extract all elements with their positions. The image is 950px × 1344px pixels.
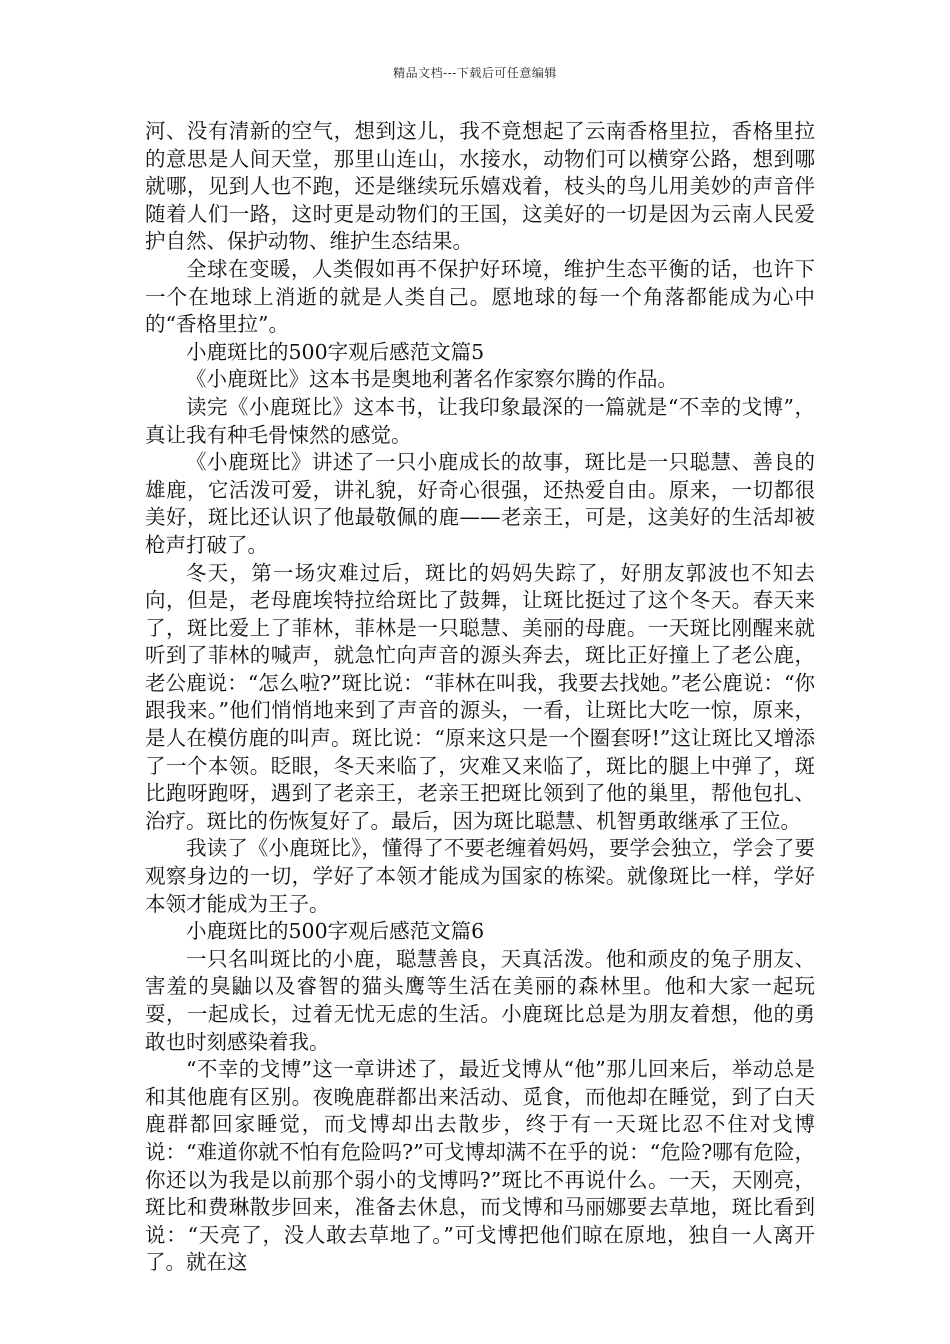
paragraph: “不幸的戈博”这一章讲述了，最近戈博从“他”那儿回来后，举动总是和其他鹿有区别。夜晚鹿群都出来活动、觅食，而他却在睡觉，到了白天鹿群都回家睡觉，而戈博却出去散步，终于有一天斑比忍不住对戈博说：“难道你就不怕有危险吗?”可戈博却满不在乎的说：“危险?哪有危险，你还以为我是以前那个弱小的戈博吗?”斑比不再说什么。一天，天刚亮，斑比和费琳散步回来，准备去休息，而戈博和马丽娜要去草地，斑比看到说：“天亮了，没人敢去草地了。”可戈博把他们晾在原地，独自一人离开了。就在这 — [145, 1057, 815, 1275]
paragraph-continuation: 河、没有清新的空气，想到这儿，我不竟想起了云南香格里拉，香格里拉的意思是人间天堂，那里山连山，水接水，动物们可以横穿公路，想到哪就哪，见到人也不跑，还是继续玩乐嬉戏着，枝头的鸟儿用美妙的声音伴随着人们一路，这时更是动物们的王国，这美好的一切是因为云南人民爱护自然、保护动物、维护生态结果。 — [145, 119, 815, 254]
document-body — [145, 118, 815, 1277]
paragraph: 一只名叫斑比的小鹿，聪慧善良，天真活泼。他和顽皮的兔子朋友、害羞的臭鼬以及睿智的猫头鹰等生活在美丽的森林里。他和大家一起玩耍，一起成长，过着无忧无虑的生活。小鹿斑比总是为朋友着想，他的勇敢也时刻感染着我。 — [145, 946, 815, 1054]
paragraph: 《小鹿斑比》讲述了一只小鹿成长的故事，斑比是一只聪慧、善良的雄鹿，它活泼可爱，讲礼貌，好奇心很强，还热爱自由。原来，一切都很美好，斑比还认识了他最敬佩的鹿——老亲王，可是，这美好的生活却被枪声打破了。 — [145, 450, 815, 557]
section-heading: 小鹿斑比的500字观后感范文篇5 — [186, 339, 485, 364]
page-header: 精品文档---下载后可任意编辑 — [393, 66, 557, 80]
paragraph: 全球在变暖，人类假如再不保护好环境，维护生态平衡的话，也许下一个在地球上消逝的就是人类自己。愿地球的每一个角落都能成为心中的“香格里拉”。 — [145, 256, 815, 337]
paragraph: 我读了《小鹿斑比》，懂得了不要老缠着妈妈，要学会独立，学会了要观察身边的一切，学好了本领才能成为国家的栋梁。就像斑比一样，学好本领才能成为王子。 — [145, 836, 815, 916]
paragraph: 读完《小鹿斑比》这本书，让我印象最深的一篇就是“不幸的戈博”，真让我有种毛骨悚然的感觉。 — [145, 394, 815, 447]
paragraph: 冬天，第一场灾难过后，斑比的妈妈失踪了，好朋友郭波也不知去向，但是，老母鹿埃特拉给斑比了鼓舞，让斑比挺过了这个冬天。春天来了，斑比爱上了菲林，菲林是一只聪慧、美丽的母鹿。一天斑比刚醒来就听到了菲林的喊声，就急忙向声音的源头奔去，斑比正好撞上了老公鹿，老公鹿说：“怎么啦?”斑比说：“菲林在叫我，我要去找她。”老公鹿说：“你跟我来。”他们悄悄地来到了声音的源头，一看，让斑比大吃一惊，原来，是人在模仿鹿的叫声。斑比说：“原来这只是一个圈套呀!”这让斑比又增添了一个本领。眨眼，冬天来临了，灾难又来临了，斑比的腿上中弹了，斑比跑呀跑呀，遇到了老亲王，老亲王把斑比领到了他的巢里，帮他包扎、治疗。斑比的伤恢复好了。最后，因为斑比聪慧、机智勇敢继承了王位。 — [145, 560, 815, 833]
paragraph: 《小鹿斑比》这本书是奥地利著名作家察尔腾的作品。 — [186, 367, 678, 392]
section-heading: 小鹿斑比的500字观后感范文篇6 — [186, 919, 485, 944]
